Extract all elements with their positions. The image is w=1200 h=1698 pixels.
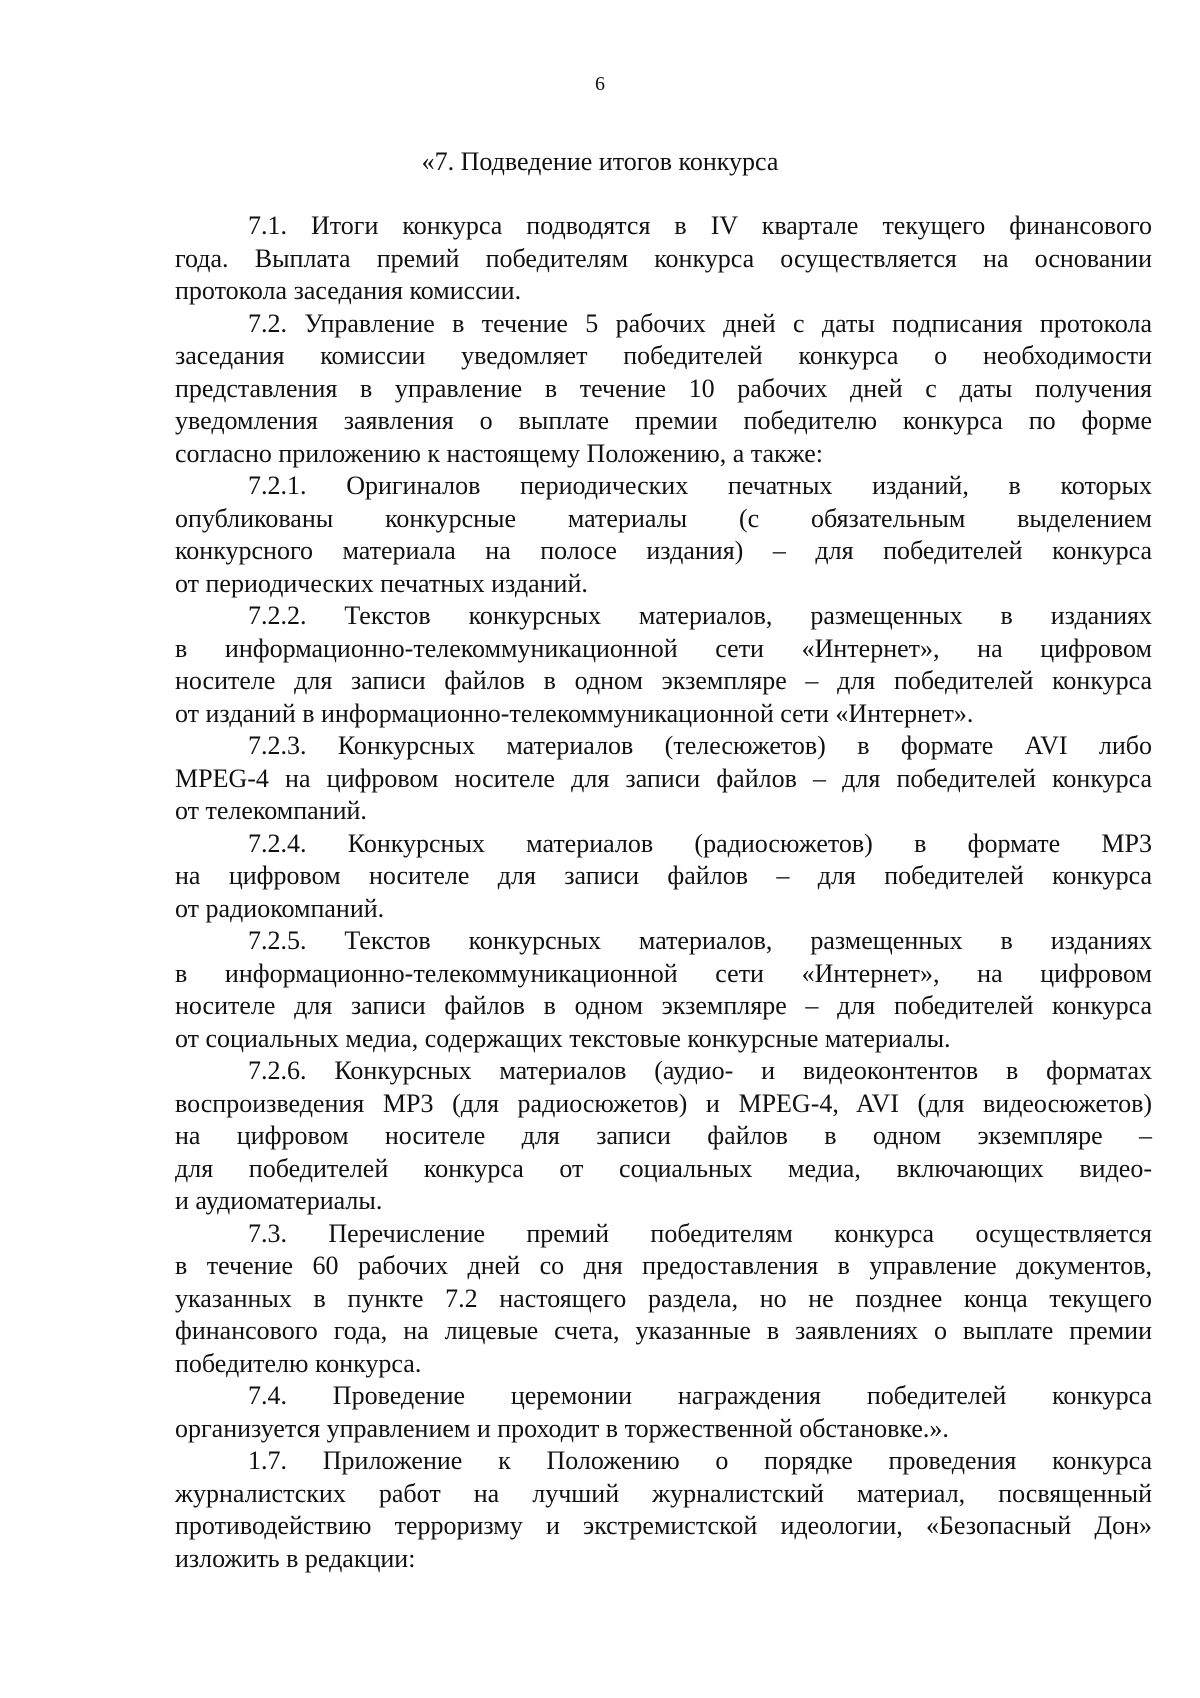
- text-line: и аудиоматериалы.: [175, 1186, 383, 1215]
- text-line: в информационно-телекоммуникационной сети «Интернет», на цифровом: [175, 633, 1152, 663]
- text-line: конкурсного материала на полосе издания) – для победителей конкурса: [175, 536, 1152, 565]
- text-line: согласно приложению к настоящему Положению, а также:: [175, 438, 823, 468]
- text-line: от изданий в информационно-телекоммуникационной сети «Интернет».: [175, 698, 974, 728]
- text-line: на цифровом носителе для записи файлов в одном экземпляре –: [175, 1121, 1152, 1150]
- text-line: 7.2.4. Конкурсных материалов (радиосюжетов) в формате MP3: [248, 828, 1152, 858]
- section-heading: «7. Подведение итогов конкурса: [421, 147, 779, 176]
- text-line: 7.2.6. Конкурсных материалов (аудио- и видеоконтентов в форматах: [248, 1056, 1152, 1085]
- text-line: 7.2.5. Текстов конкурсных материалов, размещенных в изданиях: [248, 926, 1152, 955]
- text-line: от социальных медиа, содержащих текстовые конкурсные материалы.: [175, 1023, 951, 1053]
- text-line: носителе для записи файлов в одном экземпляре – для победителей конкурса: [175, 666, 1152, 695]
- text-line: от периодических печатных изданий.: [175, 568, 588, 598]
- text-line: представления в управление в течение 10 рабочих дней с даты получения: [175, 373, 1152, 403]
- text-line: 7.3. Перечисление премий победителям конкурса осуществляется: [248, 1218, 1152, 1248]
- text-line: носителе для записи файлов в одном экземпляре – для победителей конкурса: [175, 991, 1152, 1020]
- text-line: организуется управлением и проходит в торжественной обстановке.».: [175, 1413, 949, 1443]
- text-line: 7.2.1. Оригиналов периодических печатных изданий, в которых: [248, 471, 1152, 500]
- text-line: журналистских работ на лучший журналистский материал, посвященный: [175, 1478, 1152, 1508]
- page-number: 6: [595, 73, 605, 95]
- text-line: 7.1. Итоги конкурса подводятся в IV квартале текущего финансового: [248, 211, 1152, 240]
- text-line: воспроизведения MP3 (для радиосюжетов) и MPEG-4, AVI (для видеосюжетов): [175, 1088, 1152, 1118]
- text-line: указанных в пункте 7.2 настоящего раздела, но не позднее конца текущего: [175, 1283, 1152, 1313]
- text-line: 7.4. Проведение церемонии награждения победителей конкурса: [248, 1381, 1152, 1410]
- text-line: для победителей конкурса от социальных медиа, включающих видео-: [175, 1153, 1152, 1183]
- text-line: уведомления заявления о выплате премии победителю конкурса по форме: [175, 406, 1152, 435]
- text-line: изложить в редакции:: [175, 1543, 416, 1573]
- text-line: заседания комиссии уведомляет победителей конкурса о необходимости: [175, 341, 1152, 370]
- text-line: на цифровом носителе для записи файлов – для победителей конкурса: [175, 861, 1152, 890]
- text-line: 7.2. Управление в течение 5 рабочих дней с даты подписания протокола: [248, 308, 1152, 338]
- text-line: 7.2.2. Текстов конкурсных материалов, размещенных в изданиях: [248, 601, 1152, 630]
- text-line: 1.7. Приложение к Положению о порядке проведения конкурса: [248, 1446, 1152, 1475]
- text-line: от телекомпаний.: [175, 796, 367, 825]
- text-line: MPEG-4 на цифровом носителе для записи файлов – для победителей конкурса: [175, 763, 1152, 793]
- body-text: [175, 210, 1152, 1575]
- text-line: в информационно-телекоммуникационной сети «Интернет», на цифровом: [175, 958, 1152, 988]
- text-line: 7.2.3. Конкурсных материалов (телесюжетов) в формате AVI либо: [248, 731, 1152, 760]
- text-line: от радиокомпаний.: [175, 893, 385, 923]
- text-line: опубликованы конкурсные материалы (с обязательным выделением: [175, 503, 1152, 533]
- text-line: победителю конкурса.: [175, 1348, 422, 1378]
- text-line: противодействию терроризму и экстремистской идеологии, «Безопасный Дон»: [175, 1511, 1152, 1540]
- text-line: в течение 60 рабочих дней со дня предоставления в управление документов,: [175, 1251, 1152, 1280]
- text-line: года. Выплата премий победителям конкурса осуществляется на основании: [175, 243, 1152, 273]
- text-line: финансового года, на лицевые счета, указанные в заявлениях о выплате премии: [175, 1316, 1152, 1345]
- text-line: протокола заседания комиссии.: [175, 276, 522, 305]
